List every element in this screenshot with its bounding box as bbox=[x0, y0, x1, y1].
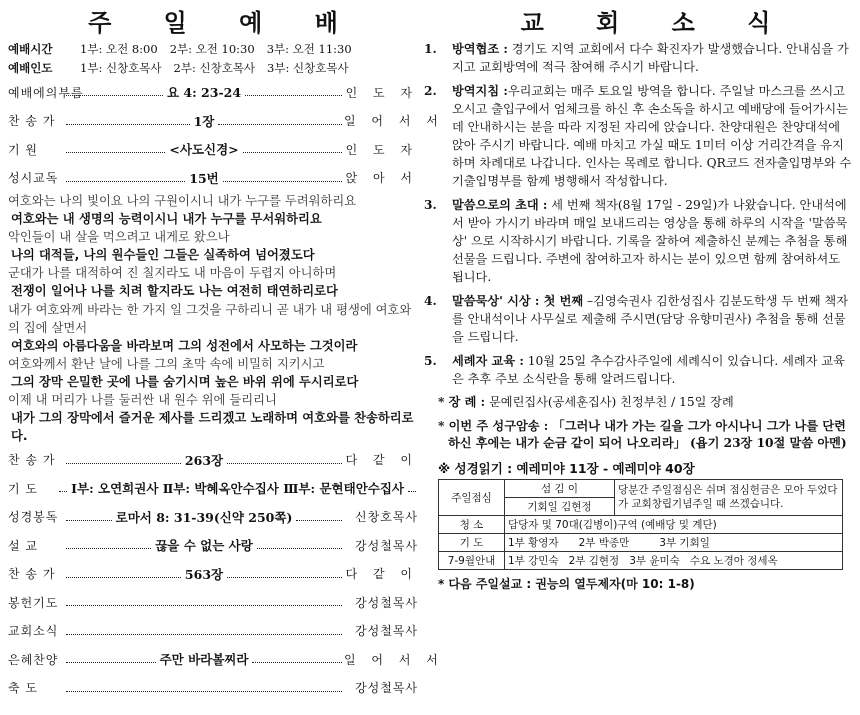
order-item-content: 로마서 8: 31-39(신약 250쪽) bbox=[115, 509, 293, 525]
order-item-detail bbox=[64, 451, 344, 469]
order-row bbox=[8, 135, 418, 164]
order-item-label: 봉헌기도 bbox=[8, 595, 59, 610]
cleaning-value: 담당자 및 70대(김병이)구역 (예배당 및 계단) bbox=[505, 515, 843, 533]
order-row bbox=[8, 474, 418, 503]
service-leader-1: 1부: 신창호목사 bbox=[80, 61, 162, 75]
notice-number: 3. bbox=[424, 198, 437, 212]
notice-number: 2. bbox=[424, 84, 437, 98]
service-times bbox=[8, 40, 418, 59]
service-leader-3: 3부: 신창호목사 bbox=[267, 61, 349, 75]
order-item-label: 찬 송 가 bbox=[8, 453, 56, 468]
order-item-leader: 앉 아 서 bbox=[345, 171, 418, 186]
order-row bbox=[8, 164, 418, 193]
service-leader-2: 2부: 신창호목사 bbox=[173, 61, 256, 75]
table-row bbox=[439, 515, 843, 533]
worship-title: 주 일 예 배 bbox=[88, 8, 360, 37]
order-of-service-top bbox=[8, 78, 444, 192]
prayer-label: 기 도 bbox=[439, 533, 505, 551]
notice-heading: 말씀으로의 초대 : bbox=[452, 198, 548, 212]
order-of-service-bottom bbox=[8, 445, 444, 702]
notice-item bbox=[424, 82, 853, 190]
order-item-leader: 인 도 자 bbox=[345, 142, 418, 157]
order-item-leader: 강성철목사 bbox=[355, 595, 418, 610]
notice-heading: 방역지침 : bbox=[452, 84, 508, 98]
prayer-item: 3부 기회일 bbox=[659, 536, 710, 549]
order-item-content: 요 4: 23-24 bbox=[166, 85, 242, 101]
order-item-leader: 강성철목사 bbox=[355, 624, 418, 639]
notice-number: 1. bbox=[424, 42, 437, 56]
order-row bbox=[8, 673, 418, 702]
service-duty-table bbox=[438, 479, 843, 570]
news-title: 교 회 소 식 bbox=[520, 8, 793, 37]
order-item-label: 설 교 bbox=[8, 538, 38, 553]
litany-lead: 악인들이 내 살을 먹으려고 내게로 왔으나 bbox=[8, 230, 230, 245]
service-leaders bbox=[8, 59, 418, 78]
order-row bbox=[8, 531, 418, 560]
notice-number: 4. bbox=[424, 294, 437, 308]
order-item-content: 끊을 수 없는 사랑 bbox=[155, 538, 253, 554]
order-item-detail bbox=[64, 684, 344, 692]
announcement-list bbox=[438, 394, 853, 453]
announcement-heading: * 이번 주 성구암송 : bbox=[438, 418, 549, 433]
lunch-server-heading: 섬 김 이 bbox=[505, 479, 615, 497]
announcement-heading: * 장 례 : bbox=[438, 395, 486, 409]
table-row bbox=[439, 551, 843, 569]
notice-item bbox=[424, 292, 853, 346]
order-row bbox=[8, 445, 418, 474]
table-row bbox=[439, 533, 843, 551]
order-item-content: Ⅰ부: 오연희권사 Ⅱ부: 박혜옥안수집사 Ⅲ부: 문현태안수집사 bbox=[71, 481, 404, 497]
announcement-item bbox=[438, 418, 853, 453]
order-row bbox=[8, 616, 418, 645]
order-item-label: 축 도 bbox=[8, 681, 38, 696]
order-item-leader: 일 어 서 서 bbox=[344, 114, 444, 129]
notice-heading: 말씀묵상' 시상 : 첫 번째 bbox=[452, 294, 584, 308]
schedule-item: 수요 노경아 정세옥 bbox=[689, 554, 778, 567]
schedule-label: 7-9월안내 bbox=[439, 551, 505, 569]
notice-list bbox=[424, 40, 853, 388]
service-time-1: 1부: 오전 8:00 bbox=[80, 42, 158, 56]
order-row bbox=[8, 645, 444, 674]
order-item-content: 주만 바라볼찌라 bbox=[159, 652, 249, 668]
responsive-reading bbox=[8, 192, 418, 445]
prayer-item: 1부 황영자 bbox=[508, 536, 559, 549]
litany-lead: 여호와는 나의 빛이요 나의 구원이시니 내가 누구를 두려워하리요 bbox=[8, 194, 357, 208]
litany-response: 나의 대적들, 나의 원수들인 그들은 실족하여 넘어졌도다 bbox=[11, 248, 315, 263]
notice-number: 5. bbox=[424, 354, 437, 368]
announcement-item bbox=[438, 394, 853, 412]
cleaning-label: 청 소 bbox=[439, 515, 505, 533]
order-item-detail bbox=[64, 598, 344, 606]
order-item-leader: 신창호목사 bbox=[355, 510, 418, 525]
order-item-label: 교회소식 bbox=[8, 624, 59, 639]
order-item-label: 성시교독 bbox=[8, 171, 59, 186]
order-row bbox=[8, 559, 418, 588]
order-item-label: 은혜찬양 bbox=[8, 652, 59, 667]
service-time-2: 2부: 오전 10:30 bbox=[169, 42, 255, 56]
notice-text: 경기도 지역 교회에서 다수 확진자가 발생했습니다. 안내심을 가지고 교회방역에 적극 참여해 주시기 바랍니다. bbox=[452, 42, 849, 74]
schedule-item: 2부 김현정 bbox=[568, 554, 620, 567]
order-item-detail bbox=[64, 83, 344, 101]
order-item-label: 찬 송 가 bbox=[8, 567, 56, 582]
order-item-label: 성경봉독 bbox=[8, 510, 59, 525]
next-sermon: * 다음 주일설교 : 권능의 열두제자(마 10: 1-8) bbox=[438, 576, 695, 591]
order-item-leader: 다 같 이 bbox=[345, 453, 418, 468]
notice-text: –김영숙권사 김한성집사 김분도학생 두 번째 책자를 안내석이나 사무실로 제출해 주시면(담당 유향미권사) 추첨을 통해 선물을 드립니다. bbox=[452, 294, 848, 344]
prayer-value bbox=[505, 533, 843, 551]
order-item-content: <사도신경> bbox=[169, 142, 239, 158]
order-item-detail bbox=[64, 140, 344, 158]
announcement-text: 문예린집사(공세훈집사) 친정부친 / 15일 장례 bbox=[485, 395, 734, 409]
notice-text: 10월 25일 추수감사주일에 세례식이 있습니다. 세례자 교육은 추후 주보 소식란을 통해 알려드립니다. bbox=[452, 354, 845, 386]
litany-response: 내가 그의 장막에서 즐거운 제사를 드리겠고 노래하며 여호와를 찬송하리로다. bbox=[11, 411, 414, 444]
litany-lead: 여호와께서 환난 날에 나를 그의 초막 속에 비밀히 지키시고 bbox=[8, 356, 325, 371]
table-row bbox=[439, 479, 843, 497]
litany-response: 여호와는 내 생명의 능력이시니 내가 누구를 무서워하리요 bbox=[11, 212, 322, 227]
order-item-content: 263장 bbox=[184, 452, 224, 468]
order-item-detail bbox=[64, 650, 344, 668]
notice-item bbox=[424, 40, 853, 76]
litany-lead: 군대가 나를 대적하여 진 칠지라도 내 마음이 두렵지 아니하며 bbox=[8, 266, 337, 281]
litany-response: 전쟁이 일어나 나를 치려 할지라도 나는 여전히 태연하리로다 bbox=[11, 284, 338, 299]
lunch-label: 주일점심 bbox=[439, 479, 505, 515]
order-item-label: 기 원 bbox=[8, 142, 38, 157]
order-item-detail bbox=[64, 112, 344, 130]
order-item-leader: 강성철목사 bbox=[355, 681, 418, 696]
order-item-detail bbox=[57, 479, 418, 497]
order-item-detail bbox=[64, 536, 344, 554]
bible-reading: ※ 성경읽기 : 예레미야 11장 - 예레미야 40장 bbox=[438, 460, 695, 476]
litany-lead: 이제 내 머리가 나를 둘러싼 내 원수 위에 들리리니 bbox=[8, 393, 277, 408]
order-row bbox=[8, 588, 418, 617]
order-item-content: 15번 bbox=[189, 170, 219, 186]
litany-response: 여호와의 아름다움을 바라보며 그의 성전에서 사모하는 그것이라 bbox=[11, 338, 358, 353]
notice-text: 세 번째 책자(8월 17일 - 29일)가 나왔습니다. 안내석에서 받아 가시기 바라며 매일 보내드리는 영상을 통해 하루의 시작을 '말씀묵상' 으로 시작하시기 바랍니다. 기록을 잘하여 제출하신 분께는 추첨을 통해 선물을 드립니다. 주변에 참여하고자 하시는 분이 있으면 함께 참여하셔도 됩니다. bbox=[452, 198, 848, 284]
notice-item bbox=[424, 196, 853, 286]
litany-response: 그의 장막 은밀한 곳에 나를 숨기시며 높은 바위 위에 두시리로다 bbox=[11, 374, 359, 389]
notice-text: 우리교회는 매주 토요일 방역을 합니다. 주일날 마스크를 쓰시고 오시고 출입구에서 엄체크를 하신 후 손소독을 하시고 예배당에 들어가시는데 안내하시는 분을 따라 지정된 자리에 앉습니다. 찬양대원은 찬양대석에 앉아 주시기 바랍니다. 예배 마치고 가실 때도 1미터 이상 거리간격을 유지하며 차례대로 나갑니다. 인사는 목례로 합니다. QR코드 전자출입명부와 수기출입명부를 함께 병행해서 작성합니다. bbox=[452, 84, 852, 188]
order-item-label: 기 도 bbox=[8, 481, 38, 496]
order-item-detail bbox=[64, 508, 344, 526]
schedule-value bbox=[505, 551, 843, 569]
announcement-text: 「그러나 내가 가는 길을 그가 아시나니 그가 나를 단련하신 후에는 내가 순금 같이 되어 나오리라」 (욥기 23장 10절 말씀 아멘) bbox=[448, 418, 847, 450]
order-item-leader: 강성철목사 bbox=[355, 538, 418, 553]
order-row bbox=[8, 502, 418, 531]
church-news-column bbox=[424, 6, 853, 711]
prayer-item: 2부 박종만 bbox=[578, 536, 630, 549]
service-time-3: 3부: 오전 11:30 bbox=[266, 42, 352, 56]
order-item-leader: 일 어 서 서 bbox=[344, 652, 444, 667]
order-row bbox=[8, 78, 418, 107]
order-item-detail bbox=[64, 169, 344, 187]
order-item-label: 예배에의부름 bbox=[8, 85, 84, 100]
litany-lead: 내가 여호와께 바라는 한 가지 일 그것을 구하리니 곧 내가 내 평생에 여호와의 집에 살면서 bbox=[8, 302, 412, 335]
order-item-leader: 인 도 자 bbox=[345, 85, 418, 100]
lunch-note: 당분간 주일점심은 쉬며 점심헌금은 모아 두었다가 교회창립기념주일 때 쓰겠습니다. bbox=[615, 479, 843, 515]
notice-heading: 방역협조 : bbox=[452, 42, 508, 56]
order-item-label: 찬 송 가 bbox=[8, 114, 56, 129]
notice-heading: 세례자 교육 : bbox=[452, 354, 524, 368]
worship-order-column bbox=[8, 6, 444, 711]
service-leaders-label: 예배인도 bbox=[8, 61, 53, 75]
order-row bbox=[8, 107, 444, 136]
service-times-label: 예배시간 bbox=[8, 42, 53, 56]
lunch-server-names: 기회일 김현정 bbox=[505, 497, 615, 515]
order-item-detail bbox=[64, 565, 344, 583]
schedule-item: 1부 강민숙 bbox=[508, 554, 559, 567]
order-item-content: 563장 bbox=[184, 566, 224, 582]
notice-item bbox=[424, 352, 853, 388]
order-item-detail bbox=[64, 627, 344, 635]
schedule-item: 3부 윤미숙 bbox=[629, 554, 680, 567]
order-item-leader: 다 같 이 bbox=[345, 567, 418, 582]
order-item-content: 1장 bbox=[193, 113, 215, 129]
